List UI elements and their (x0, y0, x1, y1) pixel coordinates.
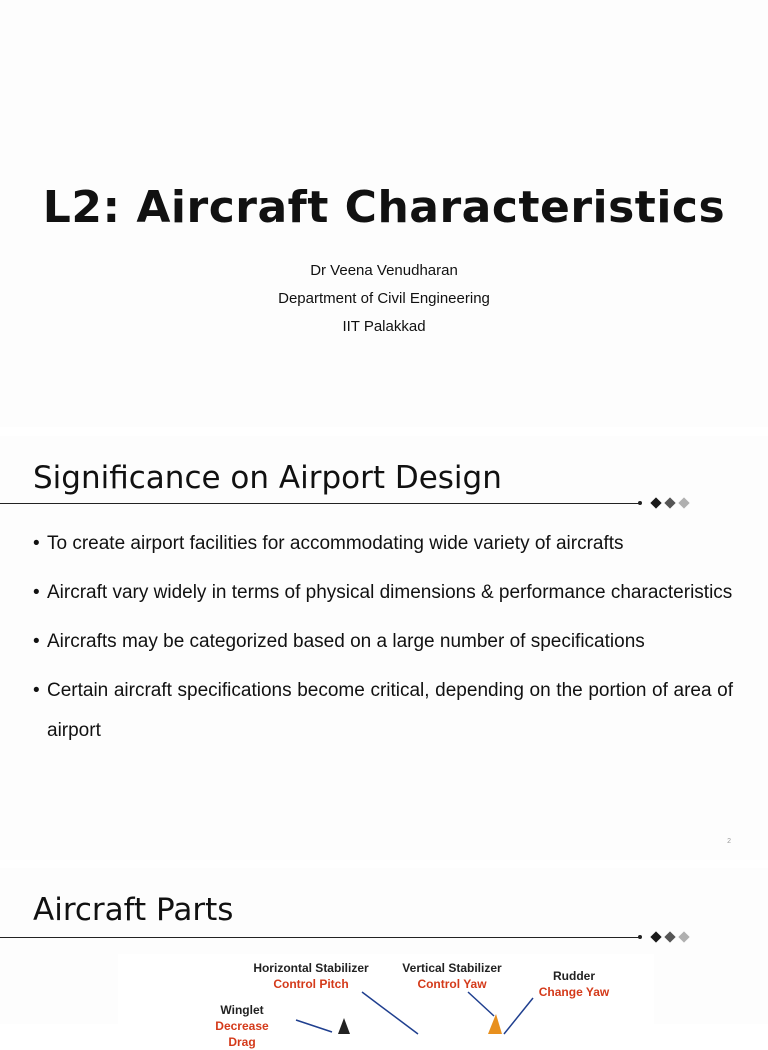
slide-heading: Aircraft Parts (33, 892, 234, 928)
heading-rule (0, 503, 640, 504)
heading-rule (0, 937, 640, 938)
diamond-ornament (638, 933, 690, 941)
diamond-light-icon (678, 931, 689, 942)
winglet-name: Winglet (220, 1003, 264, 1017)
aircraft-parts-slide (0, 868, 768, 1049)
title-slide (0, 0, 768, 427)
vertical-stabilizer-name: Vertical Stabilizer (402, 961, 502, 975)
bullet-text: Aircrafts may be categorized based on a large number of specifications (47, 631, 645, 652)
diagram-leader-lines (118, 954, 654, 1034)
bullet-icon: • (33, 680, 40, 701)
bullet-text: To create airport facilities for accommodating wide variety of aircrafts (47, 533, 624, 554)
significance-slide (0, 436, 768, 860)
bullet-icon: • (33, 582, 40, 603)
vertical-stabilizer-pointer (468, 992, 494, 1016)
bullet-item (33, 622, 733, 662)
diamond-dark-icon (650, 497, 661, 508)
horizontal-stabilizer-pointer (362, 992, 418, 1034)
rudder-name: Rudder (553, 969, 595, 983)
bullet-list (33, 524, 733, 760)
institute-name: IIT Palakkad (342, 318, 426, 335)
rudder-function: Change Yaw (538, 985, 610, 999)
aircraft-parts-diagram (118, 954, 654, 1049)
presentation-title: L2: Aircraft Characteristics (42, 182, 726, 233)
rule-end-dot (638, 501, 642, 505)
diamond-mid-icon (664, 931, 675, 942)
slide-separator (0, 427, 768, 435)
horizontal-stabilizer-name: Horizontal Stabilizer (253, 961, 369, 975)
vertical-stabilizer-shape-icon (488, 1014, 502, 1034)
winglet-function: Decrease Drag (215, 1019, 269, 1049)
vertical-stabilizer-function: Control Yaw (417, 977, 487, 991)
bullet-text: Certain aircraft specifications become critical, depending on the portion of area of airport (47, 680, 733, 741)
rudder-pointer (504, 998, 533, 1034)
rule-end-dot (638, 935, 642, 939)
horizontal-stabilizer-function: Control Pitch (273, 977, 349, 991)
diamond-light-icon (678, 497, 689, 508)
author-name: Dr Veena Venudharan (310, 262, 458, 279)
bullet-item (33, 524, 733, 564)
bullet-icon: • (33, 533, 40, 554)
bullet-text: Aircraft vary widely in terms of physical dimensions & performance characteristics (47, 582, 733, 603)
winglet-pointer (296, 1020, 332, 1032)
bullet-icon: • (33, 631, 40, 652)
slide-separator (0, 860, 768, 868)
page-number: 2 (727, 838, 731, 845)
bullet-item (33, 671, 733, 751)
diamond-dark-icon (650, 931, 661, 942)
bullet-item (33, 573, 733, 613)
slide-heading: Significance on Airport Design (33, 460, 502, 496)
diamond-ornament (638, 499, 690, 507)
winglet-shape-icon (338, 1018, 350, 1034)
diamond-mid-icon (664, 497, 675, 508)
department-name: Department of Civil Engineering (278, 290, 490, 307)
